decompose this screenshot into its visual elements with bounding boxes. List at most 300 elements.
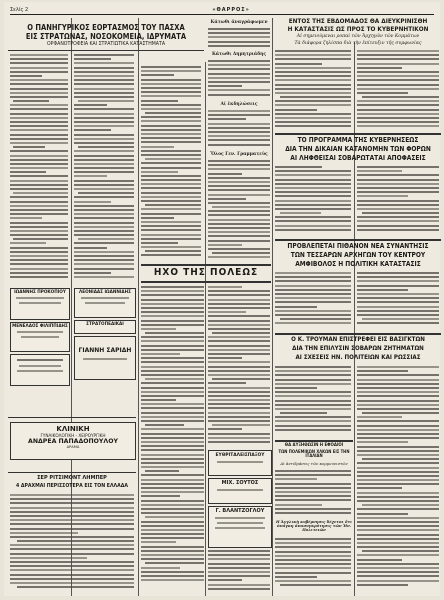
- text-line: [275, 416, 351, 418]
- article-body: [208, 550, 270, 594]
- text-line: [10, 83, 68, 85]
- text-line: [74, 121, 134, 123]
- text-line: [357, 475, 439, 477]
- text-line: [141, 175, 201, 177]
- text-line: [275, 542, 351, 544]
- text-line: [275, 117, 351, 119]
- text-line: [141, 74, 174, 76]
- ad-title: ΜΙΧ. ΣΟΥΤΟΣ: [221, 480, 259, 486]
- text-line: [78, 238, 134, 240]
- text-line: [357, 63, 439, 65]
- text-line: [145, 204, 201, 206]
- text-line: [74, 75, 134, 77]
- ad-text-line: [17, 331, 63, 333]
- text-line: [141, 246, 201, 248]
- text-line: [74, 159, 134, 161]
- text-line: [275, 54, 351, 56]
- text-line: [275, 125, 351, 127]
- text-line: [208, 28, 270, 30]
- text-line: [357, 554, 439, 556]
- text-line: [141, 196, 201, 198]
- text-line: [10, 217, 42, 219]
- ad-text-line: [85, 302, 125, 304]
- text-line: [280, 584, 351, 586]
- ad-text-line: [217, 489, 263, 491]
- text-line: [357, 366, 439, 368]
- text-line: [10, 67, 68, 69]
- text-line: [13, 238, 68, 240]
- text-line: [141, 579, 204, 581]
- text-line: [141, 70, 201, 72]
- meeting-headline-2: ΤΩΝ ΤΕΣΣΑΡΩΝ ΑΡΧΗΓΩΝ ΤΟΥ ΚΕΝΤΡΟΥ: [290, 251, 426, 259]
- text-line: [74, 263, 134, 265]
- text-line: [10, 213, 68, 215]
- text-line: [208, 286, 242, 288]
- text-line: [141, 208, 201, 210]
- article-body: [357, 272, 439, 330]
- text-line: [275, 187, 351, 189]
- advertisement: [10, 288, 70, 320]
- text-line: [275, 512, 351, 514]
- text-line: [141, 225, 201, 227]
- text-line: [74, 276, 134, 278]
- text-line: [208, 181, 270, 183]
- text-line: [275, 297, 351, 299]
- text-line: [208, 127, 270, 129]
- text-line: [141, 483, 204, 485]
- text-line: [275, 121, 351, 123]
- text-line: [141, 449, 204, 451]
- newspaper-name: «ΘΑΡΡΟΣ»: [212, 6, 250, 13]
- text-line: [212, 252, 270, 254]
- text-line: [74, 201, 111, 203]
- text-line: [141, 546, 204, 548]
- article-body: [357, 166, 439, 236]
- text-line: [357, 563, 439, 565]
- text-line: [74, 125, 134, 127]
- text-line: [208, 164, 270, 166]
- text-line: [362, 504, 439, 506]
- text-line: [141, 100, 178, 102]
- text-line: [208, 584, 270, 586]
- text-line: [74, 230, 134, 232]
- text-line: [141, 125, 201, 127]
- text-line: [275, 75, 351, 77]
- text-line: [141, 242, 178, 244]
- text-line: [357, 187, 439, 189]
- text-line: [208, 366, 270, 368]
- text-line: [141, 403, 204, 405]
- text-line: [357, 225, 439, 227]
- text-line: [74, 67, 134, 69]
- text-line: [141, 479, 204, 481]
- text-line: [74, 259, 134, 261]
- text-line: [10, 71, 68, 73]
- text-line: [10, 268, 68, 270]
- advertisement: [10, 354, 70, 386]
- rule: [8, 417, 136, 418]
- text-line: [357, 67, 402, 69]
- text-line: [141, 336, 204, 338]
- text-line: [141, 374, 204, 376]
- text-line: [275, 58, 351, 60]
- text-line: [74, 242, 134, 244]
- text-line: [141, 254, 201, 256]
- text-line: [74, 88, 134, 90]
- text-line: [357, 571, 439, 573]
- text-line: [280, 318, 351, 320]
- text-line: [74, 117, 134, 119]
- text-line: [74, 251, 134, 253]
- text-line: [141, 116, 201, 118]
- text-line: [208, 64, 270, 66]
- text-line: [141, 412, 204, 414]
- text-line: [275, 563, 351, 565]
- text-line: [357, 517, 439, 519]
- text-line: [78, 100, 134, 102]
- article-body: [275, 470, 351, 518]
- text-line: [357, 297, 439, 299]
- text-line: [78, 146, 134, 148]
- text-line: [357, 446, 439, 448]
- text-line: [208, 294, 270, 296]
- text-line: [208, 32, 270, 34]
- text-line: [357, 584, 408, 586]
- text-line: [208, 177, 270, 179]
- text-line: [208, 349, 270, 351]
- text-line: [208, 345, 270, 347]
- text-line: [208, 210, 270, 212]
- text-line: [10, 79, 68, 81]
- text-line: [275, 404, 351, 406]
- rule: [275, 133, 441, 135]
- text-line: [141, 420, 204, 422]
- text-line: [74, 113, 134, 115]
- text-line: [208, 433, 270, 435]
- text-line: [357, 301, 439, 303]
- column-rule: [138, 18, 139, 596]
- text-line: [141, 171, 178, 173]
- text-line: [208, 81, 270, 83]
- text-line: [141, 345, 204, 347]
- text-line: [10, 255, 68, 257]
- text-line: [280, 212, 322, 214]
- text-line: [208, 571, 270, 573]
- text-line: [357, 487, 402, 489]
- text-line: [275, 179, 351, 181]
- left-headline-1: Ο ΠΑΝΗΓΥΡΙΚΟΣ ΕΟΡΤΑΣΜΟΣ ΤΟΥ ΠΑΣΧΑ: [27, 23, 185, 32]
- text-line: [275, 100, 351, 102]
- ad-title: ΣΤΡΑΤΟΠΕΔΙΚΑΙ: [86, 321, 124, 326]
- text-line: [141, 311, 204, 313]
- text-line: [145, 332, 204, 334]
- text-line: [74, 92, 134, 94]
- text-line: [208, 320, 270, 322]
- text-line: [141, 213, 201, 215]
- text-line: [10, 263, 68, 265]
- text-line: [208, 395, 270, 397]
- text-line: [208, 68, 270, 70]
- ad-text-line: [19, 365, 61, 367]
- text-line: [10, 113, 68, 115]
- text-line: [357, 220, 439, 222]
- text-line: [141, 183, 201, 185]
- text-line: [362, 458, 439, 460]
- text-line: [208, 361, 270, 363]
- text-line: [208, 374, 270, 376]
- text-line: [74, 96, 134, 98]
- text-line: [10, 209, 68, 211]
- text-line: [357, 84, 439, 86]
- text-line: [141, 521, 204, 523]
- text-line: [208, 391, 270, 393]
- text-line: [275, 306, 317, 308]
- text-line: [357, 471, 439, 473]
- text-line: [357, 404, 439, 406]
- text-line: [10, 242, 46, 244]
- text-line: [145, 112, 201, 114]
- text-line: [280, 412, 327, 414]
- text-line: [357, 71, 439, 73]
- text-line: [275, 555, 351, 557]
- text-line: [357, 174, 439, 176]
- text-line: [275, 366, 351, 368]
- text-line: [74, 188, 134, 190]
- text-line: [357, 113, 439, 115]
- text-line: [357, 529, 439, 531]
- text-line: [275, 567, 351, 569]
- article-body: [275, 538, 351, 592]
- text-line: [208, 214, 270, 216]
- text-line: [145, 250, 201, 252]
- ad-name: ΑΝΔΡΕΑ ΠΑΠΑΔΟΠΟΥΛΟΥ: [28, 438, 118, 445]
- text-line: [357, 567, 439, 569]
- text-line: [208, 588, 270, 590]
- text-line: [141, 474, 204, 476]
- article-body: [357, 50, 439, 130]
- text-line: [141, 571, 204, 573]
- text-line: [141, 387, 204, 389]
- text-line: [74, 196, 134, 198]
- text-line: [275, 408, 351, 410]
- text-line: [275, 474, 351, 476]
- text-line: [10, 92, 68, 94]
- text-line: [145, 424, 184, 426]
- text-line: [208, 353, 270, 355]
- text-line: [141, 150, 201, 152]
- text-line: [141, 361, 204, 363]
- text-line: [275, 109, 317, 111]
- center-small-head: Κάτωθι Δημητριάδης: [211, 52, 267, 57]
- ad-title: ΛΕΟΝΙΔΑΣ ΙΩΑΝΝΙΔΗΣ: [78, 289, 132, 294]
- text-line: [275, 425, 351, 427]
- article-body: [275, 366, 351, 436]
- text-line: [275, 429, 351, 431]
- text-line: [10, 96, 68, 98]
- text-line: [357, 479, 439, 481]
- text-line: [141, 550, 204, 552]
- page-number: Σελίς 2: [10, 6, 29, 13]
- ad-text-line: [17, 359, 63, 361]
- text-line: [10, 117, 68, 119]
- masthead: [10, 5, 434, 15]
- text-line: [74, 184, 134, 186]
- text-line: [10, 230, 68, 232]
- text-line: [141, 307, 204, 309]
- text-line: [208, 77, 270, 79]
- text-line: [141, 399, 176, 401]
- text-line: [141, 146, 174, 148]
- text-line: [275, 276, 351, 278]
- text-line: [208, 185, 270, 187]
- text-line: [10, 536, 134, 538]
- text-line: [275, 113, 351, 115]
- text-line: [10, 515, 134, 517]
- text-line: [10, 578, 134, 580]
- advertisement: [74, 320, 136, 334]
- text-line: [10, 222, 68, 224]
- text-line: [275, 559, 351, 561]
- text-line: [357, 272, 439, 274]
- text-line: [208, 114, 270, 116]
- text-line: [357, 54, 439, 56]
- text-line: [357, 437, 439, 439]
- text-line: [208, 45, 270, 47]
- text-line: [10, 88, 68, 90]
- text-line: [275, 293, 351, 295]
- text-line: [74, 150, 134, 152]
- article-body: [10, 54, 68, 284]
- text-line: [357, 370, 408, 372]
- text-line: [74, 138, 134, 140]
- text-line: [141, 575, 204, 577]
- text-line: [208, 227, 270, 229]
- text-line: [212, 332, 270, 334]
- text-line: [275, 174, 351, 176]
- text-line: [208, 202, 270, 204]
- advertisement: [208, 478, 272, 504]
- text-line: [141, 504, 204, 506]
- text-line: [141, 162, 201, 164]
- program-headline-3: ΑΙ ΛΗΦΘΕΙΣΑΙ ΣΟΒΑΡΩΤΑΤΑΙ ΑΠΟΦΑΣΕΙΣ: [290, 154, 426, 162]
- text-line: [10, 159, 68, 161]
- text-line: [275, 301, 351, 303]
- text-line: [357, 109, 439, 111]
- program-headline-1: ΤΟ ΠΡΟΓΡΑΜΜΑ ΤΗΣ ΚΥΒΕΡΝΗΣΕΩΣ: [297, 136, 419, 144]
- text-line: [74, 217, 134, 219]
- text-line: [357, 208, 439, 210]
- text-line: [141, 508, 204, 510]
- text-line: [357, 88, 439, 90]
- article-body: [10, 494, 134, 592]
- text-line: [141, 487, 204, 489]
- text-line: [141, 533, 204, 535]
- text-line: [208, 219, 270, 221]
- text-line: [275, 383, 351, 385]
- advertisement: [74, 336, 136, 380]
- text-line: [357, 467, 439, 469]
- text-line: [141, 554, 204, 556]
- text-line: [74, 175, 107, 177]
- text-line: [74, 255, 134, 257]
- text-line: [208, 407, 270, 409]
- article-body: [275, 272, 351, 330]
- text-line: [362, 212, 439, 214]
- left-bottom-headline: ΣΕΡ ΡΙΤΣΙΜΟΝΤ ΛΗΜΠΕΡ: [37, 475, 107, 481]
- text-line: [275, 470, 351, 472]
- text-line: [275, 204, 351, 206]
- rule: [275, 440, 353, 442]
- text-line: [208, 563, 270, 565]
- text-line: [357, 462, 439, 464]
- text-line: [275, 220, 351, 222]
- text-line: [357, 425, 439, 427]
- text-line: [208, 73, 270, 75]
- text-line: [208, 303, 270, 305]
- text-line: [275, 395, 351, 397]
- text-line: [141, 445, 204, 447]
- text-line: [10, 553, 134, 555]
- text-line: [141, 416, 204, 418]
- text-line: [141, 315, 204, 317]
- text-line: [275, 63, 322, 65]
- text-line: [275, 314, 351, 316]
- text-line: [275, 322, 351, 324]
- text-line: [208, 420, 270, 422]
- text-line: [141, 491, 204, 493]
- text-line: [208, 554, 270, 556]
- text-line: [275, 170, 351, 172]
- text-line: [275, 79, 351, 81]
- text-line: [10, 565, 134, 567]
- text-line: [141, 286, 204, 288]
- article-body: [275, 166, 351, 236]
- text-line: [141, 537, 204, 539]
- text-line: [208, 85, 242, 87]
- text-line: [10, 167, 68, 169]
- text-line: [141, 391, 204, 393]
- text-line: [357, 75, 439, 77]
- text-line: [141, 95, 201, 97]
- program-headline-2: ΔΙΑ ΤΗΝ ΔΙΚΑΙΑΝ ΚΑΤΑΝΟΜΗΝ ΤΩΝ ΦΟΡΩΝ: [285, 145, 431, 153]
- text-line: [208, 328, 270, 330]
- text-line: [275, 374, 351, 376]
- text-line: [141, 79, 201, 81]
- text-line: [145, 158, 201, 160]
- text-line: [275, 208, 351, 210]
- text-line: [141, 234, 201, 236]
- text-line: [275, 483, 351, 485]
- text-line: [362, 318, 439, 320]
- text-line: [208, 428, 242, 430]
- text-line: [74, 104, 107, 106]
- text-line: [362, 96, 439, 98]
- text-line: [275, 280, 351, 282]
- text-line: [10, 150, 68, 152]
- text-line: [357, 387, 439, 389]
- text-line: [275, 508, 351, 510]
- text-line: [74, 83, 134, 85]
- text-line: [357, 508, 439, 510]
- text-line: [141, 340, 204, 342]
- text-line: [141, 320, 204, 322]
- text-line: [357, 280, 439, 282]
- text-line: [141, 353, 180, 355]
- text-line: [10, 201, 68, 203]
- text-line: [208, 244, 242, 246]
- text-line: [357, 521, 439, 523]
- column-rule: [354, 42, 355, 596]
